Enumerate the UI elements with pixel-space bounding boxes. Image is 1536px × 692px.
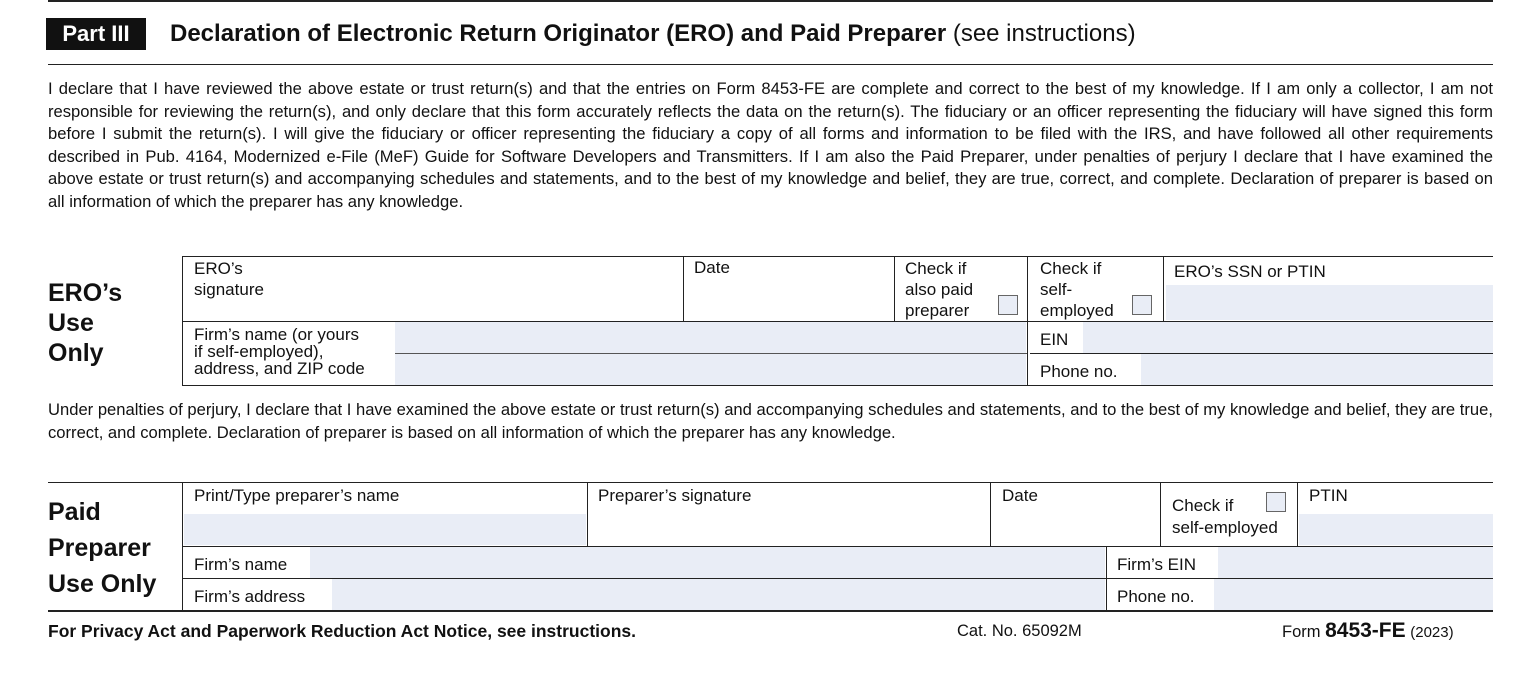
preparer-section-label-1: Paid [48,498,101,526]
form-identifier [1282,620,1454,644]
preparer-section-label [48,494,156,602]
ero-ein-input[interactable] [1083,322,1493,353]
preparer-divider-4 [1297,482,1298,546]
ero-bottom-rule [182,385,1493,386]
ero-firm-name-input[interactable] [395,322,1026,353]
ero-firm-address-input[interactable] [395,354,1026,385]
preparer-left-divider [182,482,183,610]
top-rule [48,0,1493,2]
ero-signature-label-2: signature [194,280,264,299]
ero-also-paid-preparer-checkbox[interactable] [998,295,1018,315]
ero-phone-input[interactable] [1141,354,1493,385]
form-year: (2023) [1410,624,1454,641]
ero-ssn-input[interactable] [1166,285,1493,320]
preparer-top-rule [48,482,1493,483]
ero-divider-3 [1027,256,1028,385]
preparer-signature-input[interactable] [589,510,989,544]
section-title-bold: Declaration of Electronic Return Originator (ERO) and Paid Preparer [170,20,947,47]
preparer-check-self-label-1: Check if [1172,496,1234,515]
ero-check-paid-label-2: also paid [905,280,974,299]
ero-signature-label-1: ERO’s [194,259,243,278]
header-rule [48,64,1493,65]
preparer-self-employed-checkbox[interactable] [1266,492,1286,512]
preparer-date-label: Date [1002,486,1038,505]
ero-date-input[interactable] [686,284,891,318]
ero-check-paid-label-1: Check if [905,259,967,278]
ero-check-self-label-3: employed [1040,301,1114,320]
section-title-note: (see instructions) [952,20,1136,47]
preparer-firm-name-label: Firm’s name [194,555,288,574]
ero-ssn-label: ERO’s SSN or PTIN [1174,262,1326,281]
preparer-divider-2 [990,482,991,546]
preparer-firm-name-input[interactable] [310,547,1105,578]
ero-self-employed-checkbox[interactable] [1132,295,1152,315]
preparer-divider-5 [1106,546,1107,610]
ero-section-label-3: Only [48,339,104,367]
preparer-section-label-3: Use Only [48,570,157,598]
ero-check-self-label-1: Check if [1040,259,1102,278]
preparer-date-input[interactable] [992,510,1158,544]
ero-left-divider [182,256,183,385]
ero-ein-label: EIN [1040,330,1069,349]
ero-firm-label-1: Firm’s name (or yours [194,325,359,344]
preparer-firm-address-label: Firm’s address [194,587,306,606]
preparer-name-label: Print/Type preparer’s name [194,486,400,505]
ero-date-label: Date [694,258,730,277]
ero-divider-2 [894,256,895,321]
ero-divider-4 [1163,256,1164,321]
preparer-firm-ein-label: Firm’s EIN [1117,555,1197,574]
preparer-divider-1 [587,482,588,546]
ero-section-label-2: Use [48,309,94,337]
ero-divider-1 [683,256,684,321]
preparer-check-self-label [1172,495,1278,539]
preparer-bottom-rule [48,610,1493,612]
privacy-notice: For Privacy Act and Paperwork Reduction Act Notice, see instructions. [48,621,637,641]
ero-firm-label-3: address, and ZIP code [194,359,365,378]
preparer-phone-label: Phone no. [1117,587,1195,606]
ero-check-paid-label-3: preparer [905,301,970,320]
preparer-phone-input[interactable] [1214,579,1493,610]
ero-firm-label [194,326,365,377]
preparer-section-label-2: Preparer [48,534,151,562]
form-number: 8453-FE [1325,619,1406,642]
ero-top-rule [182,256,1493,257]
ero-firm-label-2: if self-employed), [194,342,324,361]
ero-check-self-label [1040,258,1114,321]
ero-declaration-text: I declare that I have reviewed the above estate or trust return(s) and that the entries on Form 8453-FE are complete and correct to the best of my knowledge. If I am only a collector, I am not responsible for reviewing the return(s), and only declare that this form accurately reflects the data on the return(s). The fiduciary or an officer representing the fiduciary will have signed this form before I submit the return(s). I will give the fiduciary or officer representing the fiduciary a copy of all forms and information to be filed with the IRS, and have followed all other requirements described in Pub. 4164, Modernized e-File (MeF) Guide for Software Developers and Transmitters. If I am also the Paid Preparer, under penalties of perjury I declare that I have examined the above estate or trust return(s) and accompanying schedules and statements, and to the best of my knowledge and belief, they are true, correct, and complete. Declaration of preparer is based on all information of which the preparer has any knowledge. [48,79,1493,211]
ero-check-self-label-2: self- [1040,280,1073,299]
ero-check-paid-label [905,258,973,321]
ero-section-label [48,278,122,368]
part-badge: Part III [46,18,146,50]
preparer-signature-label: Preparer’s signature [598,486,752,505]
preparer-firm-address-input[interactable] [332,579,1105,610]
ero-section-label-1: ERO’s [48,279,123,307]
ero-signature-input[interactable] [280,290,680,318]
form-prefix: Form [1282,623,1321,641]
ero-phone-label: Phone no. [1040,362,1118,381]
section-title [170,19,1136,49]
preparer-divider-3 [1160,482,1161,546]
preparer-declaration-text: Under penalties of perjury, I declare that I have examined the above estate or trust return(s) and accompanying schedules and statements, and to the best of my knowledge and belief, they are true, correct, and complete. Declaration of preparer is based on all information of which the preparer has any knowledge. [48,400,1493,442]
ero-signature-label [194,258,264,300]
catalog-number: Cat. No. 65092M [957,622,1082,640]
preparer-name-input[interactable] [184,514,586,545]
preparer-ptin-input[interactable] [1299,514,1493,545]
preparer-check-self-label-2: self-employed [1172,518,1278,537]
preparer-ptin-label: PTIN [1309,486,1348,505]
preparer-firm-ein-input[interactable] [1218,547,1493,578]
